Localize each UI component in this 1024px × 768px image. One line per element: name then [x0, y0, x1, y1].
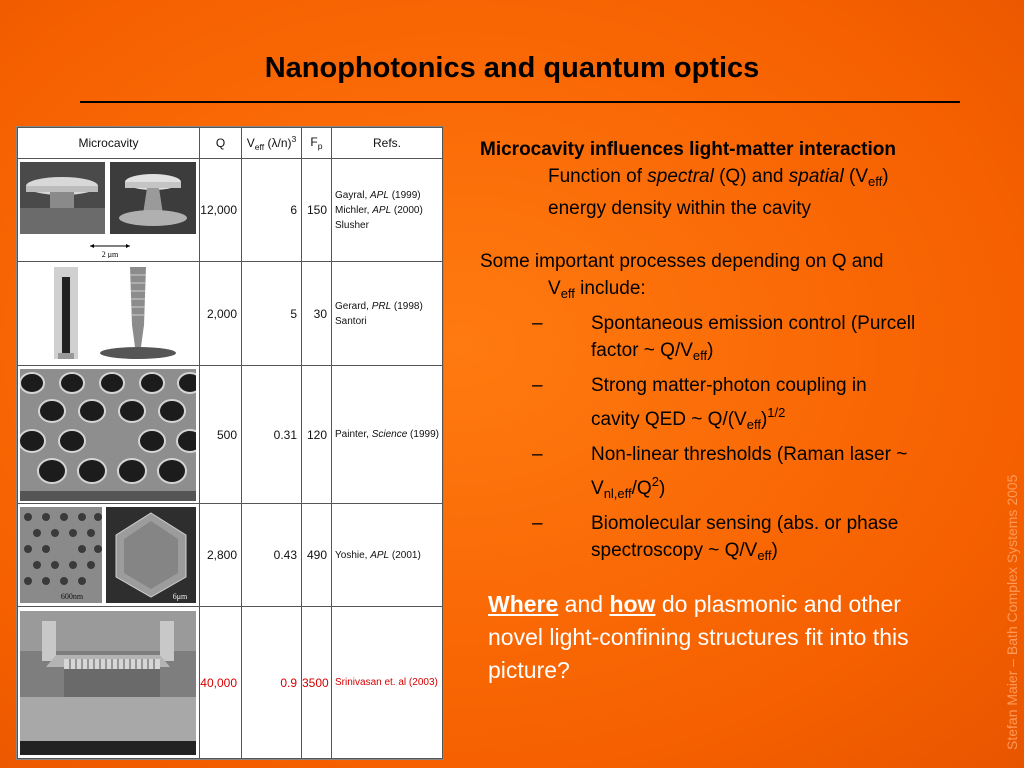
bullet-text	[480, 136, 990, 569]
ref-line: Gayral, APL (1999)	[335, 189, 421, 201]
title-underline	[80, 101, 960, 103]
cell-q: 12,000	[200, 159, 242, 262]
cell-refs	[332, 366, 443, 504]
cell-fp: 3500	[302, 607, 332, 759]
header-q: Q	[200, 128, 242, 159]
cell-refs	[332, 159, 443, 262]
list-item: – Non-linear thresholds (Raman laser ~ $V_{nl,eff}/Q^2$)	[480, 441, 990, 507]
ref-line: Slusher	[335, 219, 369, 231]
bullet-dash: –	[532, 444, 543, 465]
table-row	[18, 607, 443, 759]
cell-veff: 0.9	[242, 607, 302, 759]
cell-refs	[332, 504, 443, 607]
cell-refs	[332, 607, 443, 759]
how-link[interactable]: how	[609, 591, 656, 617]
cell-refs	[332, 262, 443, 366]
cell-q: 500	[200, 366, 242, 504]
author-credit: Stefan Maier – Bath Complex Systems 2005	[1004, 474, 1020, 750]
table-row	[18, 504, 443, 607]
scale-caption-a: 600nm	[60, 592, 84, 601]
cell-veff: 6	[242, 159, 302, 262]
list-item: – Strong matter-photon coupling in cavity QED ~ $Q/(V_{eff})^{1/2}$	[480, 372, 990, 438]
cell-q: 2,800	[200, 504, 242, 607]
where-link[interactable]: Where	[488, 591, 559, 617]
scale-caption-b: 6μm	[172, 592, 188, 601]
bullet-dash: –	[532, 313, 543, 334]
bullet-dash: –	[532, 375, 543, 396]
microdisk-image	[18, 159, 200, 262]
ref-line: Michler, APL (2000)	[335, 204, 423, 216]
ref-line: Painter, Science (1999)	[335, 429, 439, 440]
list-item: – Spontaneous emission control (Purcell factor ~ $Q/V_{eff}$)	[480, 310, 990, 369]
cell-veff: 0.31	[242, 366, 302, 504]
table-row	[18, 159, 443, 262]
hexagonal-cavity-image	[18, 504, 200, 607]
ref-line: Gerard, PRL (1998)	[335, 300, 423, 312]
header-fp: $F_p$	[302, 128, 332, 159]
closing-question: Where and how do plasmonic and other novel light-confining structures fit into this picture?	[488, 591, 909, 683]
cell-fp: 490	[302, 504, 332, 607]
ref-line: Srinivasan et. al (2003)	[335, 677, 438, 688]
micropillar-image	[18, 262, 200, 366]
table-row	[18, 366, 443, 504]
ref-line: Yoshie, APL (2001)	[335, 549, 421, 561]
list-item: – Biomolecular sensing (abs. or phase spectroscopy ~ $Q/V_{eff}$)	[480, 510, 990, 569]
microcavity-table	[16, 126, 444, 760]
text-line: energy density within the cavity	[548, 198, 811, 219]
scale-caption: 2 μm	[101, 250, 119, 258]
header-microcavity: Microcavity	[18, 128, 200, 159]
section-heading: Microcavity influences light-matter interaction	[480, 139, 896, 160]
cell-veff: 0.43	[242, 504, 302, 607]
table-header-row	[18, 128, 443, 159]
header-veff: $V_{eff}$ $(\lambda/n)^3$	[242, 128, 302, 159]
slide-title: Nanophotonics and quantum optics	[264, 52, 760, 84]
ref-line: Santori	[335, 315, 367, 327]
table-row	[18, 262, 443, 366]
text-line: $V_{eff}$ include:	[548, 278, 646, 301]
cell-fp: 120	[302, 366, 332, 504]
cell-q: 40,000	[200, 607, 242, 759]
graded-lattice-cavity-image	[18, 607, 200, 759]
cell-q: 2,000	[200, 262, 242, 366]
header-refs: Refs.	[332, 128, 443, 159]
cell-veff: 5	[242, 262, 302, 366]
cell-fp: 150	[302, 159, 332, 262]
cell-fp: 30	[302, 262, 332, 366]
text-line: Function of spectral (Q) and spatial $(V_{eff})$	[548, 166, 889, 189]
text-line: Some important processes depending on Q and	[480, 251, 884, 272]
photonic-crystal-image	[18, 366, 200, 504]
bullet-dash: –	[532, 513, 543, 534]
